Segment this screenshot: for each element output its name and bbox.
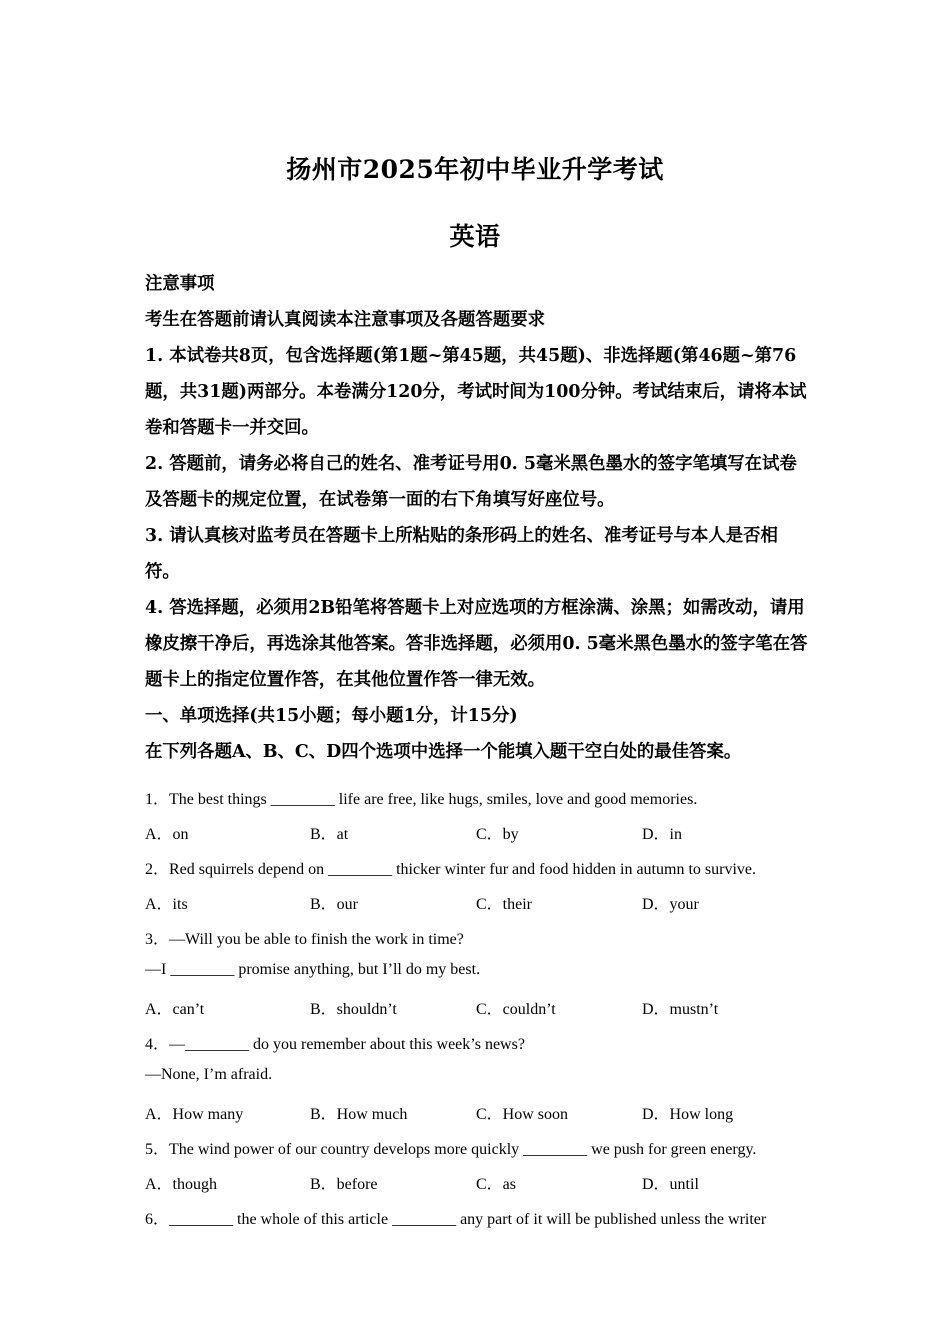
option: A．on: [145, 826, 189, 843]
option: B．How much: [310, 1106, 408, 1123]
option: D．mustn’t: [642, 1001, 719, 1018]
option: B．shouldn’t: [310, 1001, 397, 1018]
notes-section: [145, 266, 810, 770]
option: D．in: [642, 826, 683, 843]
option: A．though: [145, 1176, 218, 1193]
option: A．can’t: [145, 1001, 205, 1018]
notes-heading: 注意事项: [145, 274, 215, 294]
question-stem: 2．Red squirrels depend on ________ thicker winter fur and food hidden in autumn to survive.: [145, 861, 756, 878]
question-stem-reply: —None, I’m afraid.: [145, 1066, 273, 1083]
question-stem: 3．—Will you be able to finish the work in time?: [145, 931, 464, 948]
question-stem: 4．—________ do you remember about this week’s news?: [145, 1036, 525, 1053]
question-stem-reply: —I ________ promise anything, but I’ll do my best.: [145, 961, 481, 978]
question-stem: 5．The wind power of our country develops more quickly ________ we push for green energy.: [145, 1141, 757, 1158]
option: B．at: [310, 826, 349, 843]
option: A．its: [145, 896, 188, 913]
option: C．couldn’t: [476, 1001, 556, 1018]
exam-title: 扬州市2025年初中毕业升学考试: [286, 155, 664, 184]
option: B．before: [310, 1176, 378, 1193]
notes-item: 1. 本试卷共8页，包含选择题(第1题~第45题，共45题)、非选择题(第46题~第76题，共31题)两部分。本卷满分120分，考试时间为100分钟。考试结束后，请将本试卷和答题卡一并交回。: [145, 346, 807, 438]
option: D．your: [642, 896, 699, 913]
option: D．How long: [642, 1106, 734, 1123]
section-title: 一、单项选择(共15小题；每小题1分，计15分): [145, 706, 518, 726]
notes-intro: 考生在答题前请认真阅读本注意事项及各题答题要求: [145, 310, 545, 330]
question-stem: 6．________ the whole of this article ________ any part of it will be published unless the writer: [145, 1211, 767, 1228]
subject-title: 英语: [449, 222, 501, 251]
option: C．as: [476, 1176, 517, 1193]
option: C．How soon: [476, 1106, 569, 1123]
notes-item: 2. 答题前，请务必将自己的姓名、准考证号用0. 5毫米黑色墨水的签字笔填写在试卷及答题卡的规定位置，在试卷第一面的右下角填写好座位号。: [145, 454, 797, 510]
section-instruction: 在下列各题A、B、C、D四个选项中选择一个能填入题干空白处的最佳答案。: [145, 742, 742, 762]
option: D．until: [642, 1176, 699, 1193]
option: B．our: [310, 896, 359, 913]
notes-item: 3. 请认真核对监考员在答题卡上所粘贴的条形码上的姓名、准考证号与本人是否相符。: [145, 526, 778, 582]
question-stem: 1．The best things ________ life are free, like hugs, smiles, love and good memories.: [145, 791, 698, 808]
option: C．their: [476, 896, 532, 913]
notes-item: 4. 答选择题，必须用2B铅笔将答题卡上对应选项的方框涂满、涂黑；如需改动，请用橡皮擦干净后，再选涂其他答案。答非选择题，必须用0. 5毫米黑色墨水的签字笔在答题卡上的指定位置作答，在其他位置作答一律无效。: [145, 598, 808, 690]
option: A．How many: [145, 1106, 244, 1123]
option: C．by: [476, 826, 519, 843]
